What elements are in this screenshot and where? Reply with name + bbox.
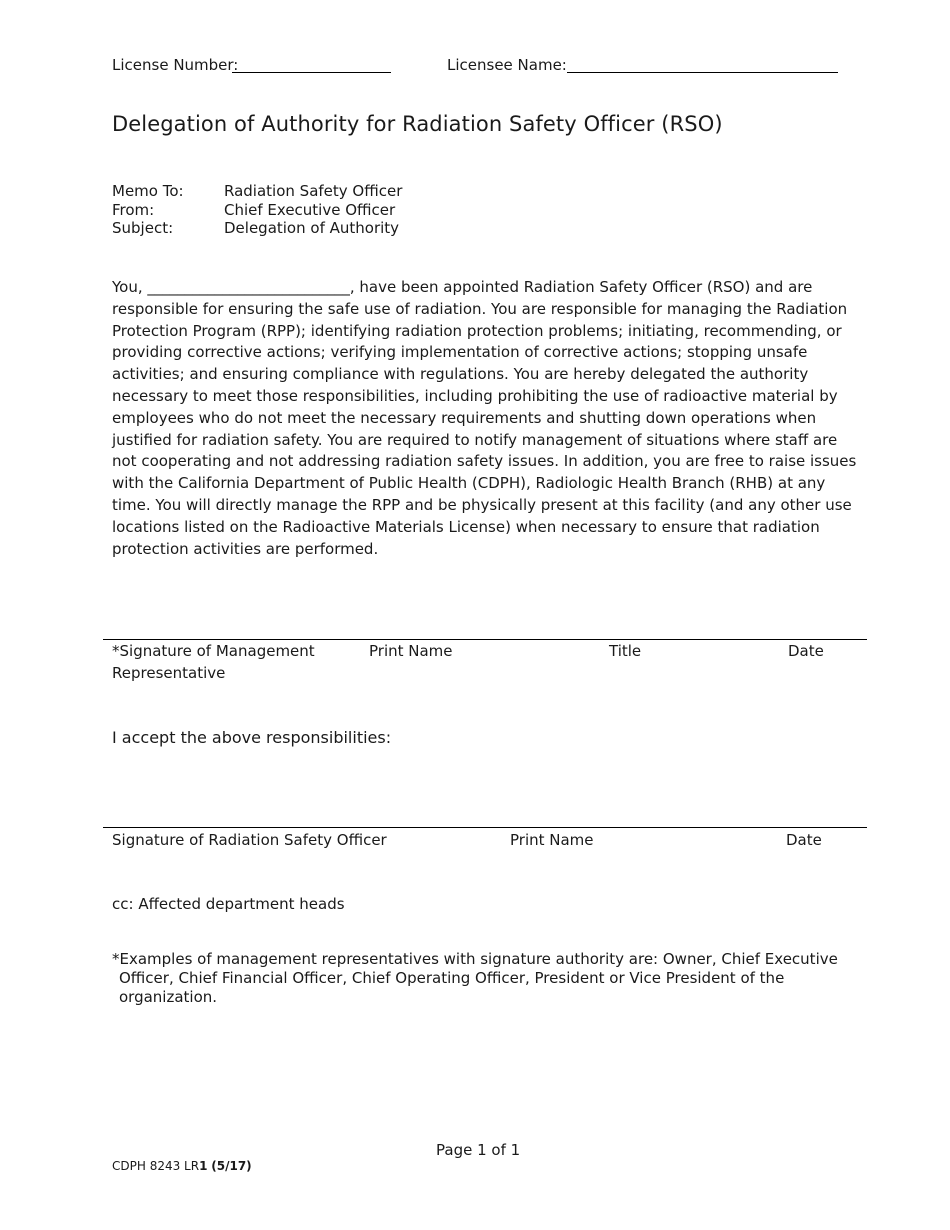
license-number-label: License Number:: [112, 56, 239, 74]
management-signature-line[interactable]: [103, 639, 867, 640]
form-revision-date: (5/17): [211, 1159, 252, 1173]
rso-signature-label: Signature of Radiation Safety Officer: [112, 831, 387, 849]
management-signature-label-cont: Representative: [112, 664, 226, 682]
management-print-name-label: Print Name: [369, 642, 453, 660]
form-code-id: CDPH 8243 LR: [112, 1159, 200, 1173]
page-title: Delegation of Authority for Radiation Safety Officer (RSO): [112, 112, 723, 136]
cc-line: cc: Affected department heads: [112, 895, 345, 913]
memo-from-value: Chief Executive Officer: [224, 201, 396, 219]
form-code: [112, 1158, 252, 1174]
memo-to-value: Radiation Safety Officer: [224, 182, 403, 200]
form-revision-number: 1: [199, 1159, 208, 1173]
memo-subject-label: Subject:: [112, 219, 174, 237]
memo-from-label: From:: [112, 201, 155, 219]
licensee-name-label: Licensee Name:: [447, 56, 567, 74]
memo-to-label: Memo To:: [112, 182, 184, 200]
rso-date-label: Date: [786, 831, 822, 849]
management-signature-label: *Signature of Management: [112, 642, 315, 660]
page-number: Page 1 of 1: [436, 1141, 521, 1159]
rso-signature-line[interactable]: [103, 827, 867, 828]
acceptance-statement: I accept the above responsibilities:: [112, 728, 392, 747]
footnote-text: *Examples of management representatives with signature authority are: Owner, Chief Executive Officer, Chief Financial Officer, Chief Operating Officer, President or Vice President of the organization.: [112, 950, 838, 1006]
rso-print-name-label: Print Name: [510, 831, 594, 849]
licensee-name-field[interactable]: [567, 72, 838, 73]
management-date-label: Date: [788, 642, 824, 660]
license-number-field[interactable]: [232, 72, 391, 73]
management-title-label: Title: [609, 642, 642, 660]
memo-subject-value: Delegation of Authority: [224, 219, 400, 237]
delegation-body-text: You, ___________________________, have been appointed Radiation Safety Officer (RSO) and are responsible for ensuring the safe use of radiation. You are responsible for managing the Radiation Protection Program (RPP); identifying radiation protection problems; initiating, recommending, or providing corrective actions; verifying implementation of corrective actions; stopping unsafe activities; and ensuring compliance with regulations. You are hereby delegated the authority necessary to meet those responsibilities, including prohibiting the use of radioactive material by employees who do not meet the necessary requirements and shutting down operations when justified for radiation safety. You are required to notify management of situations where staff are not cooperating and not addressing radiation safety issues. In addition, you are free to raise issues with the California Department of Public Health (CDPH), Radiologic Health Branch (RHB) at any time. You will directly manage the RPP and be physically present at this facility (and any other use locations listed on the Radioactive Materials License) when necessary to ensure that radiation protection activities are performed.: [112, 278, 857, 558]
